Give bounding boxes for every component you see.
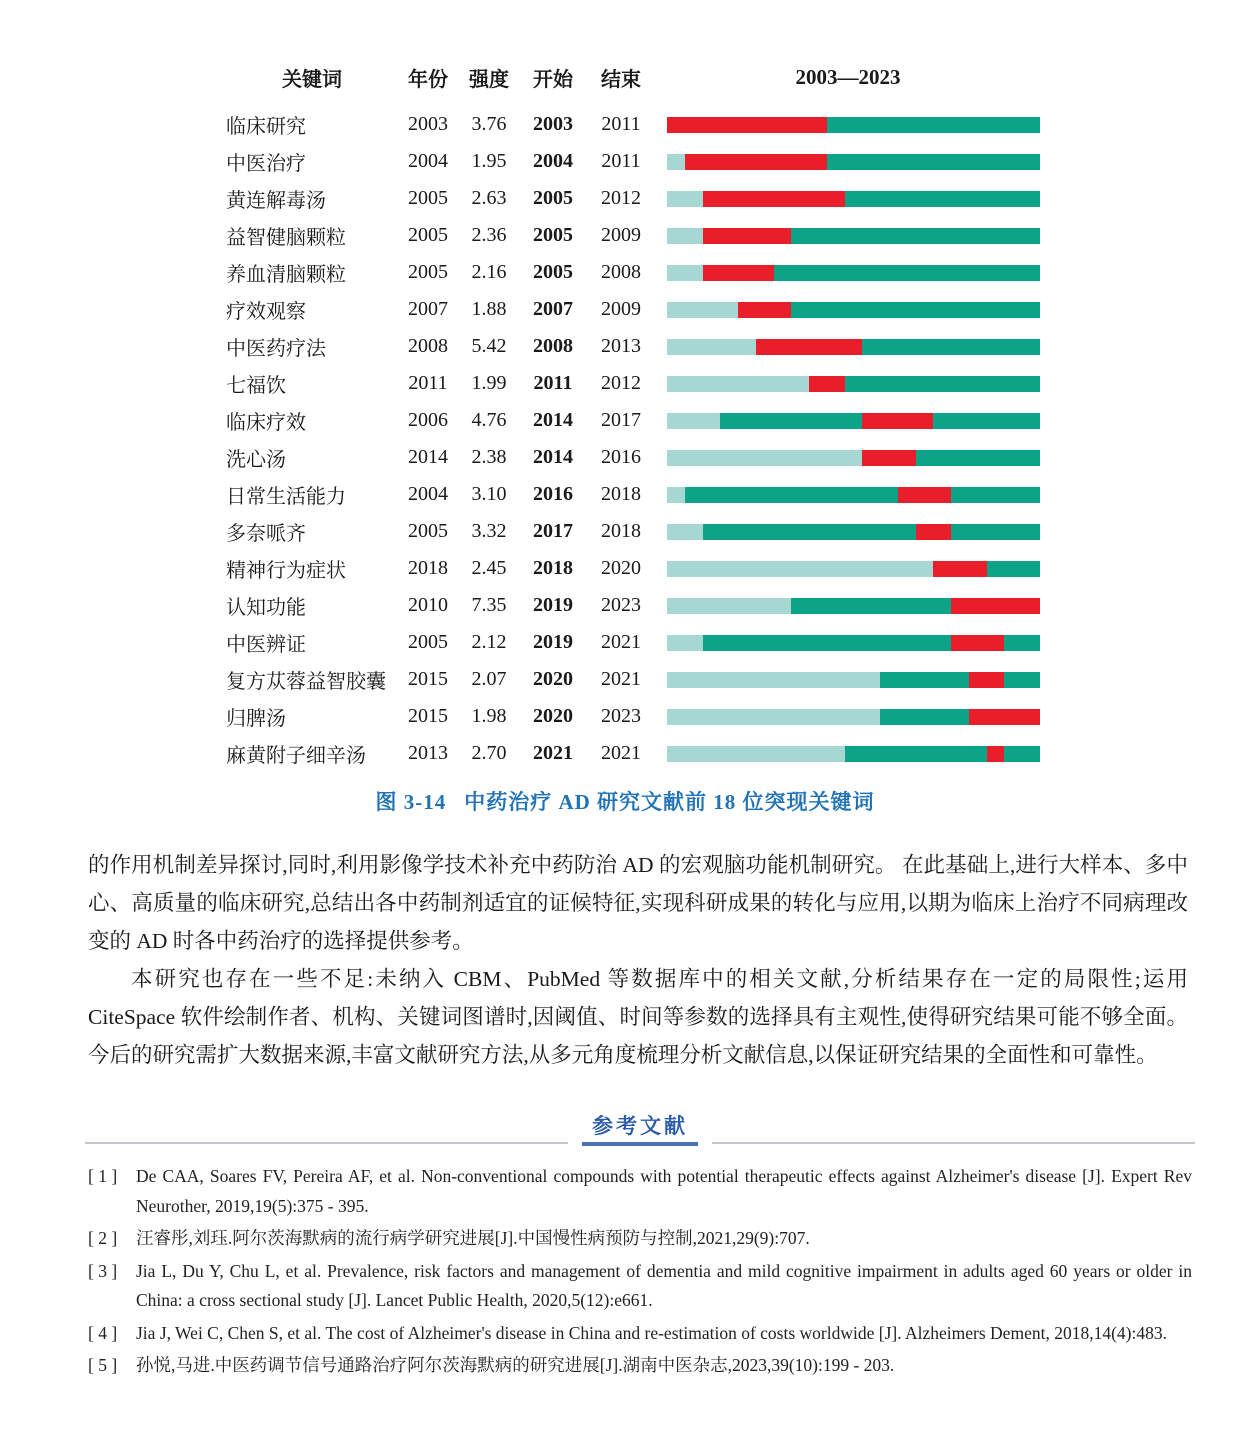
burst-segment: [969, 709, 1040, 725]
burst-timeline-bar: [667, 228, 1040, 244]
burst-timeline-bar: [667, 598, 1040, 614]
burst-timeline-bar: [667, 450, 1040, 466]
burst-row: [0, 587, 1250, 624]
strength-value: 2.38: [471, 446, 507, 468]
burst-segment: [933, 561, 986, 577]
keyword-label: 认知功能: [226, 597, 306, 619]
burst-row: [0, 476, 1250, 513]
year-value: 2010: [408, 594, 448, 616]
burst-row: [0, 624, 1250, 661]
pre-appearance-segment: [667, 302, 738, 318]
reference-text: Jia L, Du Y, Chu L, et al. Prevalence, risk factors and management of dementia and mild cognitive impairment in adults aged 60 years or older in China: a cross sectional study [J]. Lancet Public Health, 2020,5(12):e661.: [136, 1260, 1192, 1310]
divider-line-left: [85, 1142, 568, 1144]
burst-timeline-bar: [667, 117, 1040, 133]
burst-timeline-bar: [667, 487, 1040, 503]
references-list: [88, 1162, 1192, 1381]
end-value: 2009: [601, 298, 641, 320]
year-value: 2015: [408, 705, 448, 727]
active-segment: [880, 672, 969, 688]
references-title: 参考文献: [592, 1114, 688, 1138]
keyword-label: 七福饮: [226, 375, 286, 397]
burst-timeline-bar: [667, 635, 1040, 651]
pre-appearance-segment: [667, 413, 720, 429]
begin-value: 2019: [533, 631, 573, 653]
end-value: 2012: [601, 187, 641, 209]
pre-appearance-segment: [667, 709, 880, 725]
strength-value: 1.98: [471, 705, 507, 727]
reference-item: [88, 1319, 1192, 1349]
begin-value: 2020: [533, 705, 573, 727]
pre-appearance-segment: [667, 154, 685, 170]
pre-appearance-segment: [667, 635, 703, 651]
begin-value: 2016: [533, 483, 573, 505]
burst-timeline-bar: [667, 413, 1040, 429]
chart-header-row: [0, 60, 1250, 94]
reference-marker: [ 2 ]: [88, 1228, 118, 1248]
divider-line-right: [712, 1142, 1195, 1144]
active-segment: [827, 154, 1040, 170]
end-value: 2011: [601, 113, 641, 135]
pre-appearance-segment: [667, 561, 933, 577]
keyword-label: 临床疗效: [226, 412, 306, 434]
burst-row: [0, 180, 1250, 217]
strength-value: 1.99: [471, 372, 507, 394]
burst-timeline-bar: [667, 524, 1040, 540]
strength-value: 5.42: [471, 335, 507, 357]
burst-segment: [916, 524, 952, 540]
year-value: 2006: [408, 409, 448, 431]
pre-appearance-segment: [667, 598, 791, 614]
burst-segment: [756, 339, 863, 355]
reference-text: De CAA, Soares FV, Pereira AF, et al. Non-conventional compounds with potential therapeutic effects against Alzheimer's disease [J]. Expert Rev Neurother, 2019,19(5):375 - 395.: [136, 1166, 1192, 1216]
active-segment: [916, 450, 1040, 466]
pre-appearance-segment: [667, 672, 880, 688]
pre-appearance-segment: [667, 450, 862, 466]
end-value: 2023: [601, 594, 641, 616]
figure-caption: [0, 786, 1250, 816]
year-value: 2005: [408, 187, 448, 209]
burst-row: [0, 550, 1250, 587]
pre-appearance-segment: [667, 191, 703, 207]
burst-keyword-figure: [0, 60, 1250, 772]
active-segment: [1004, 746, 1040, 762]
begin-value: 2008: [533, 335, 573, 357]
figure-caption-text: 中药治疗 AD 研究文献前 18 位突现关键词: [464, 790, 875, 814]
strength-value: 2.45: [471, 557, 507, 579]
end-value: 2016: [601, 446, 641, 468]
begin-value: 2004: [533, 150, 573, 172]
reference-item: [88, 1257, 1192, 1316]
keyword-label: 洗心汤: [226, 449, 286, 471]
burst-timeline-bar: [667, 191, 1040, 207]
end-value: 2021: [601, 631, 641, 653]
strength-value: 2.07: [471, 668, 507, 690]
keyword-label: 多奈哌齐: [226, 523, 306, 545]
keyword-label: 养血清脑颗粒: [226, 264, 346, 286]
active-segment: [703, 524, 916, 540]
active-segment: [951, 487, 1040, 503]
active-segment: [827, 117, 1040, 133]
year-value: 2005: [408, 631, 448, 653]
header-year: 年份: [408, 68, 448, 91]
reference-text: 汪睿彤,刘珏.阿尔茨海默病的流行病学研究进展[J].中国慢性病预防与控制,2021,29(9):707.: [136, 1228, 810, 1248]
burst-row: [0, 143, 1250, 180]
burst-segment: [951, 635, 1004, 651]
burst-row: [0, 661, 1250, 698]
active-segment: [791, 302, 1040, 318]
active-segment: [685, 487, 898, 503]
pre-appearance-segment: [667, 524, 703, 540]
keyword-label: 复方苁蓉益智胶囊: [226, 671, 386, 693]
header-begin: 开始: [533, 68, 573, 91]
year-value: 2014: [408, 446, 448, 468]
end-value: 2012: [601, 372, 641, 394]
reference-text: 孙悦,马进.中医药调节信号通路治疗阿尔茨海默病的研究进展[J].湖南中医杂志,2023,39(10):199 - 203.: [136, 1355, 895, 1375]
burst-segment: [703, 265, 774, 281]
active-segment: [933, 413, 1040, 429]
keyword-label: 临床研究: [226, 116, 306, 138]
active-segment: [703, 635, 952, 651]
end-value: 2008: [601, 261, 641, 283]
reference-item: [88, 1351, 1192, 1381]
end-value: 2017: [601, 409, 641, 431]
strength-value: 2.70: [471, 742, 507, 764]
end-value: 2009: [601, 224, 641, 246]
strength-value: 2.16: [471, 261, 507, 283]
burst-timeline-bar: [667, 672, 1040, 688]
year-value: 2015: [408, 668, 448, 690]
burst-row: [0, 328, 1250, 365]
end-value: 2018: [601, 520, 641, 542]
figure-number: 图 3-14: [375, 790, 447, 814]
reference-marker: [ 1 ]: [88, 1166, 118, 1186]
active-segment: [845, 191, 1040, 207]
end-value: 2018: [601, 483, 641, 505]
burst-row: [0, 217, 1250, 254]
strength-value: 1.88: [471, 298, 507, 320]
active-segment: [1004, 635, 1040, 651]
burst-timeline-bar: [667, 709, 1040, 725]
begin-value: 2021: [533, 742, 573, 764]
begin-value: 2003: [533, 113, 573, 135]
year-value: 2003: [408, 113, 448, 135]
strength-value: 2.63: [471, 187, 507, 209]
reference-marker: [ 4 ]: [88, 1322, 118, 1343]
burst-timeline-bar: [667, 154, 1040, 170]
header-keyword: 关键词: [282, 68, 342, 91]
pre-appearance-segment: [667, 228, 703, 244]
begin-value: 2005: [533, 261, 573, 283]
year-value: 2013: [408, 742, 448, 764]
year-value: 2018: [408, 557, 448, 579]
active-segment: [720, 413, 862, 429]
strength-value: 1.95: [471, 150, 507, 172]
keyword-label: 黄连解毒汤: [226, 190, 326, 212]
burst-timeline-bar: [667, 339, 1040, 355]
end-value: 2020: [601, 557, 641, 579]
strength-value: 2.36: [471, 224, 507, 246]
strength-value: 7.35: [471, 594, 507, 616]
burst-segment: [703, 228, 792, 244]
begin-value: 2011: [533, 372, 573, 394]
active-segment: [791, 598, 951, 614]
keyword-label: 归脾汤: [226, 708, 286, 730]
strength-value: 3.76: [471, 113, 507, 135]
burst-segment: [862, 450, 915, 466]
pre-appearance-segment: [667, 376, 809, 392]
burst-segment: [987, 746, 1005, 762]
begin-value: 2017: [533, 520, 573, 542]
strength-value: 4.76: [471, 409, 507, 431]
active-segment: [774, 265, 1040, 281]
burst-row: [0, 402, 1250, 439]
active-segment: [880, 709, 969, 725]
active-segment: [791, 228, 1040, 244]
end-value: 2021: [601, 668, 641, 690]
begin-value: 2014: [533, 409, 573, 431]
keyword-label: 日常生活能力: [226, 486, 346, 508]
burst-timeline-bar: [667, 746, 1040, 762]
burst-segment: [951, 598, 1040, 614]
body-text: [88, 846, 1188, 1074]
active-segment: [845, 376, 1040, 392]
begin-value: 2007: [533, 298, 573, 320]
keyword-label: 麻黄附子细辛汤: [226, 745, 366, 767]
end-value: 2021: [601, 742, 641, 764]
burst-segment: [969, 672, 1005, 688]
reference-text: Jia J, Wei C, Chen S, et al. The cost of Alzheimer's disease in China and re-estimation of costs worldwide [J]. Alzheimers Dement, 2018,14(4):483.: [136, 1322, 1167, 1343]
references-title-underline: [582, 1142, 698, 1146]
burst-segment: [703, 191, 845, 207]
keyword-label: 精神行为症状: [226, 560, 346, 582]
end-value: 2011: [601, 150, 641, 172]
year-value: 2005: [408, 261, 448, 283]
references-title-wrap: [582, 1110, 698, 1146]
burst-row: [0, 365, 1250, 402]
active-segment: [951, 524, 1040, 540]
burst-timeline-bar: [667, 376, 1040, 392]
begin-value: 2018: [533, 557, 573, 579]
end-value: 2023: [601, 705, 641, 727]
begin-value: 2020: [533, 668, 573, 690]
keyword-label: 中医药疗法: [226, 338, 326, 360]
year-value: 2008: [408, 335, 448, 357]
burst-row: [0, 698, 1250, 735]
keyword-label: 疗效观察: [226, 301, 306, 323]
burst-row: [0, 106, 1250, 143]
strength-value: 2.12: [471, 631, 507, 653]
year-value: 2004: [408, 150, 448, 172]
header-end: 结束: [601, 68, 641, 91]
burst-timeline-bar: [667, 265, 1040, 281]
pre-appearance-segment: [667, 339, 756, 355]
begin-value: 2019: [533, 594, 573, 616]
strength-value: 3.32: [471, 520, 507, 542]
burst-timeline-bar: [667, 302, 1040, 318]
active-segment: [987, 561, 1040, 577]
burst-segment: [862, 413, 933, 429]
year-value: 2007: [408, 298, 448, 320]
burst-segment: [685, 154, 827, 170]
burst-segment: [738, 302, 791, 318]
begin-value: 2005: [533, 187, 573, 209]
paragraph-continuation: 的作用机制差异探讨,同时,利用影像学技术补充中药防治 AD 的宏观脑功能机制研究。 在此基础上,进行大样本、多中心、高质量的临床研究,总结出各中药制剂适宜的证候特征,实现科研成果的转化与应用,以期为临床上治疗不同病理改变的 AD 时各中药治疗的选择提供参考。: [88, 853, 1188, 953]
begin-value: 2005: [533, 224, 573, 246]
paragraph-limitations: 本研究也存在一些不足:未纳入 CBM、PubMed 等数据库中的相关文献,分析结果存在一定的局限性;运用 CiteSpace 软件绘制作者、机构、关键词图谱时,因阈值、时间等参数的选择具有主观性,使得研究结果可能不够全面。 今后的研究需扩大数据来源,丰富文献研究方法,从多元角度梳理分析文献信息,以保证研究结果的全面性和可靠性。: [88, 967, 1188, 1067]
burst-row: [0, 735, 1250, 772]
year-value: 2005: [408, 520, 448, 542]
keyword-label: 中医辨证: [226, 634, 306, 656]
keyword-label: 中医治疗: [226, 153, 306, 175]
burst-segment: [898, 487, 951, 503]
strength-value: 3.10: [471, 483, 507, 505]
reference-marker: [ 3 ]: [88, 1260, 118, 1281]
burst-row: [0, 439, 1250, 476]
pre-appearance-segment: [667, 265, 703, 281]
pre-appearance-segment: [667, 487, 685, 503]
burst-row: [0, 291, 1250, 328]
burst-row: [0, 513, 1250, 550]
burst-row: [0, 254, 1250, 291]
reference-item: [88, 1162, 1192, 1221]
begin-value: 2014: [533, 446, 573, 468]
keyword-label: 益智健脑颗粒: [226, 227, 346, 249]
active-segment: [1004, 672, 1040, 688]
burst-segment: [667, 117, 827, 133]
year-value: 2011: [408, 372, 448, 394]
header-strength: 强度: [469, 68, 509, 91]
reference-item: [88, 1224, 1192, 1254]
year-value: 2005: [408, 224, 448, 246]
burst-rows: [0, 106, 1250, 772]
year-value: 2004: [408, 483, 448, 505]
end-value: 2013: [601, 335, 641, 357]
header-timeline-range: 2003—2023: [795, 64, 901, 89]
reference-marker: [ 5 ]: [88, 1355, 118, 1375]
active-segment: [845, 746, 987, 762]
burst-segment: [809, 376, 845, 392]
pre-appearance-segment: [667, 746, 845, 762]
references-heading: [0, 1110, 1250, 1146]
active-segment: [862, 339, 1040, 355]
burst-timeline-bar: [667, 561, 1040, 577]
